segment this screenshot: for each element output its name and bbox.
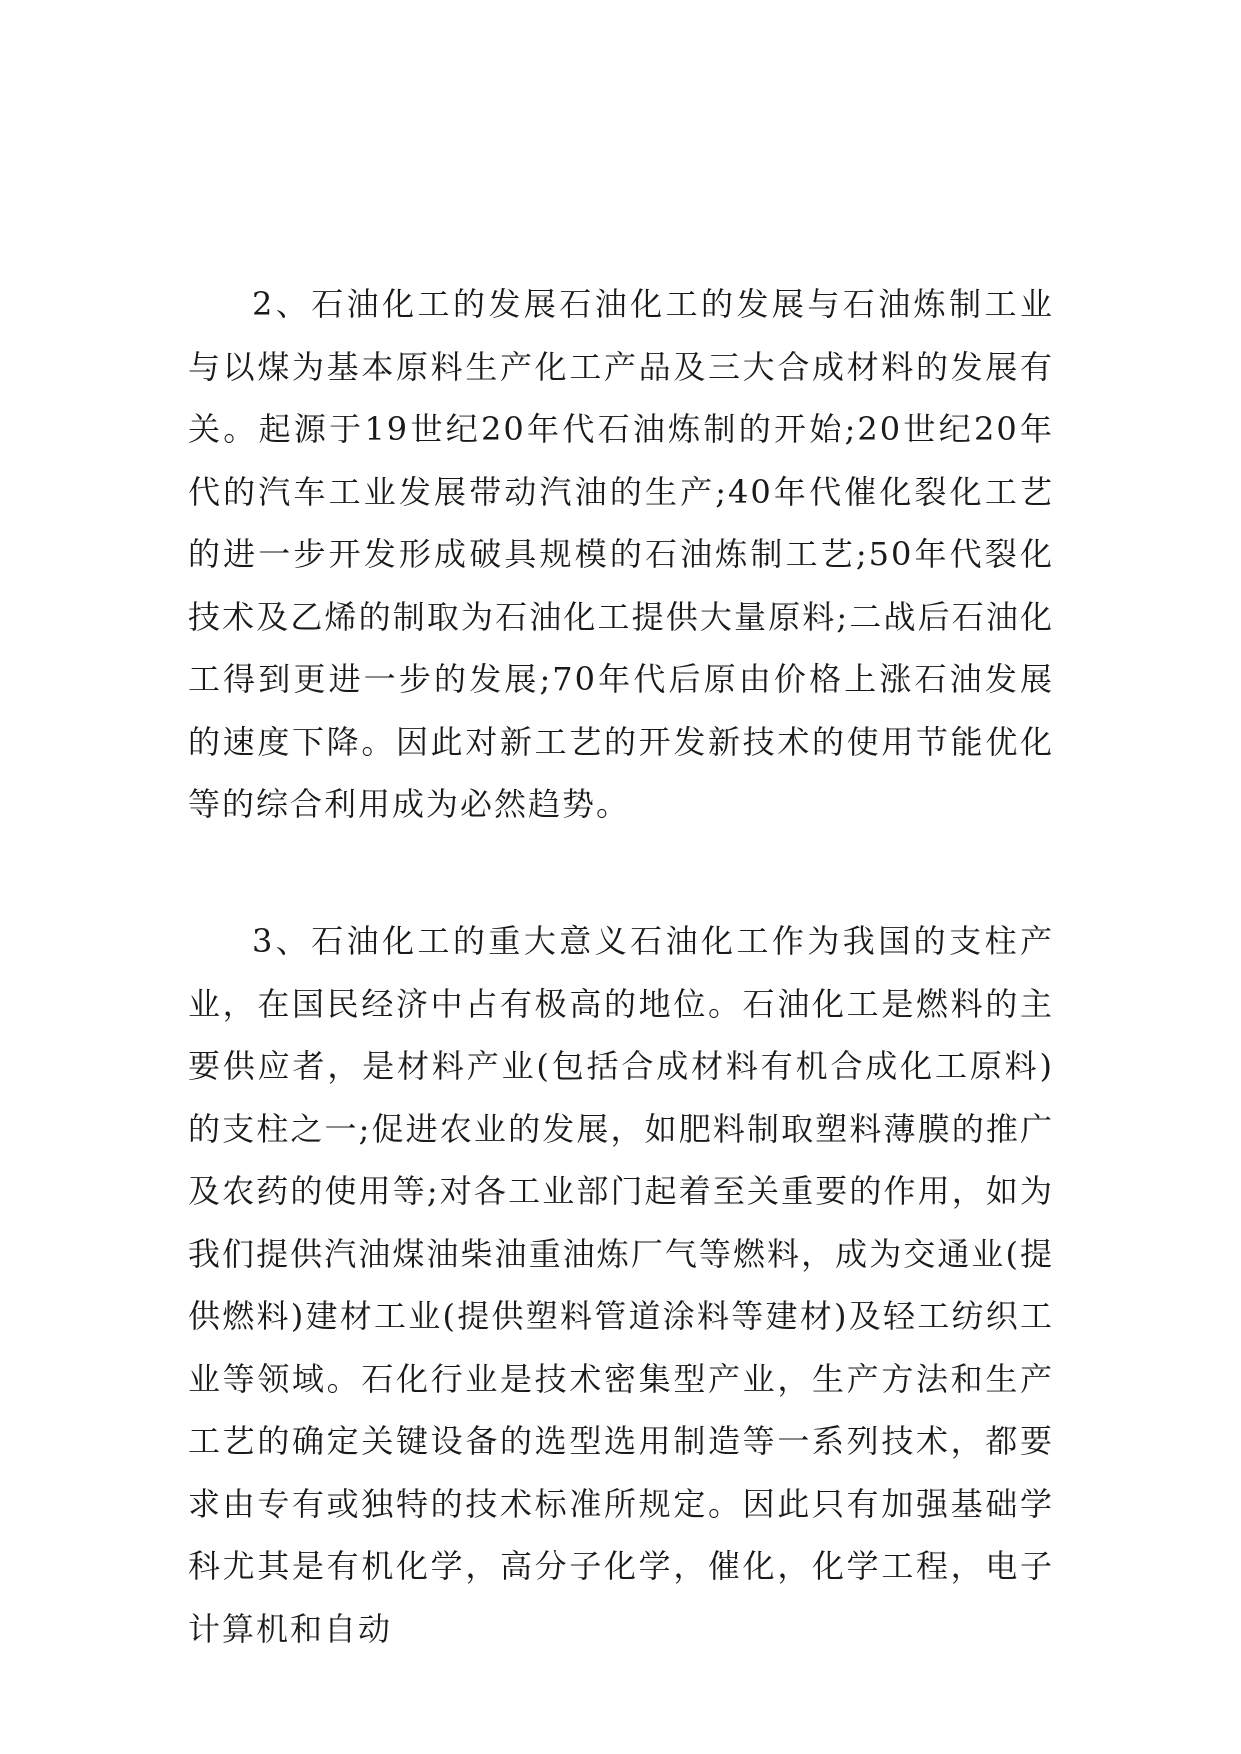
paragraph-petrochemical-significance: 3、石油化工的重大意义石油化工作为我国的支柱产业，在国民经济中占有极高的地位。石油化工是燃料的主要供应者，是材料产业(包括合成材料有机合成化工原料)的支柱之一;促进农业的发展，如肥料制取塑料薄膜的推广及农药的使用等;对各工业部门起着至关重要的作用，如为我们提供汽油煤油柴油重油炼厂气等燃料，成为交通业(提供燃料)建材工业(提供塑料管道涂料等建材)及轻工纺织工业等领域。石化行业是技术密集型产业，生产方法和生产工艺的确定关键设备的选型选用制造等一系列技术，都要求由专有或独特的技术标准所规定。因此只有加强基础学科尤其是有机化学，高分子化学，催化，化学工程，电子计算机和自动 [188, 922, 1054, 1648]
paragraph-petrochemical-development: 2、石油化工的发展石油化工的发展与石油炼制工业与以煤为基本原料生产化工产品及三大合成材料的发展有关。起源于19世纪20年代石油炼制的开始;20世纪20年代的汽车工业发展带动汽油的生产;40年代催化裂化工艺的进一步开发形成破具规模的石油炼制工艺;50年代裂化技术及乙烯的制取为石油化工提供大量原料;二战后石油化工得到更进一步的发展;70年代后原由价格上涨石油发展的速度下降。因此对新工艺的开发新技术的使用节能优化等的综合利用成为必然趋势。 [188, 285, 1054, 823]
